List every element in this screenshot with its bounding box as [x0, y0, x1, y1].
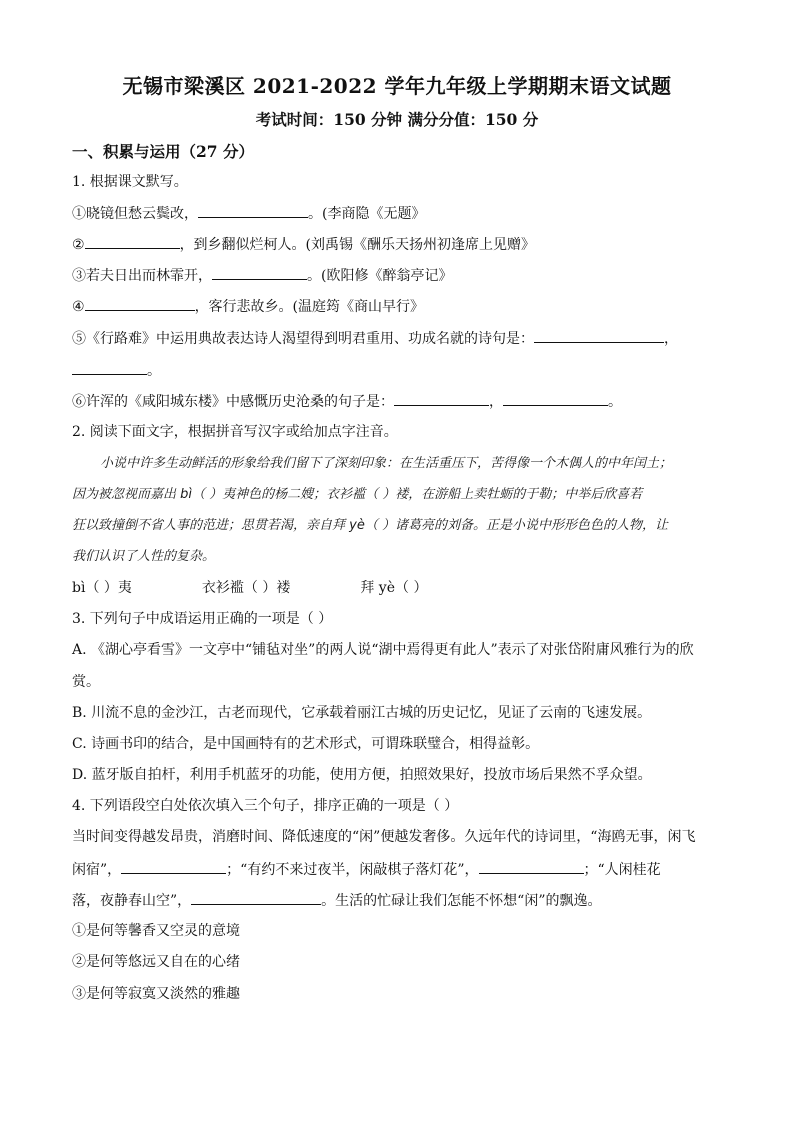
answer-blank[interactable] [85, 234, 180, 249]
q1-item-6-comma: ， [489, 394, 503, 410]
q1-item-4-prefix: ④ [72, 299, 85, 315]
q3-stem: 3. 下列句子中成语运用正确的一项是（ ） [72, 611, 333, 627]
answer-blank[interactable] [72, 360, 147, 375]
q4-text-line-3 [72, 890, 602, 911]
q3-option-a[interactable]: A. 《湖心亭看雪》一文亭中“铺毡对坐”的两人说“湖中焉得更有此人”表示了对张岱附庸风雅行为的欣 [72, 642, 694, 658]
q4-text-3a: 落，夜静春山空”， [72, 893, 192, 909]
answer-blank[interactable] [534, 328, 664, 343]
q4-option-1: ①是何等馨香又空灵的意境 [72, 923, 240, 939]
q4-option-3: ③是何等寂寞又淡然的雅趣 [72, 986, 240, 1002]
answer-blank[interactable] [479, 859, 584, 874]
q1-item-5 [72, 328, 678, 349]
q1-item-1-prefix: ①晓镜但愁云鬓改， [72, 206, 198, 222]
q1-item-5-end: 。 [147, 363, 161, 379]
page-title: 无锡市梁溪区 2021-2022 学年九年级上学期期末语文试题 [122, 74, 672, 98]
q1-stem: 1. 根据课文默写。 [72, 174, 188, 190]
answer-blank[interactable] [121, 859, 226, 874]
q1-item-6 [72, 391, 622, 412]
answer-blank[interactable] [394, 391, 489, 406]
q2-answer-row [72, 578, 427, 598]
q4-option-2: ②是何等悠远又自在的心绪 [72, 954, 240, 970]
exam-time-info: 考试时间：150 分钟 满分分值：150 分 [255, 110, 539, 129]
q2-stem: 2. 阅读下面文字，根据拼音写汉字或给加点字注音。 [72, 424, 398, 440]
q2-answer-2[interactable]: 衣衫褴（ ）褛 [201, 580, 291, 596]
q3-option-c[interactable]: C. 诗画书印的结合，是中国画特有的艺术形式，可谓珠联璧合，相得益彰。 [72, 736, 540, 752]
q2-passage-line-2: 因为被忽视而嘉出 bì（ ）夷神色的杨二嫂；衣衫褴（ ）褛，在游船上卖牡蛎的于勒；中举后欣喜若 [72, 487, 643, 502]
answer-blank[interactable] [198, 203, 308, 218]
q2-passage-line-3: 狂以致撞倒不省人事的范进；思贯若渴，亲自拜 yè（ ）诸葛亮的刘备。正是小说中形形色色的人物，让 [72, 518, 668, 533]
q3-option-a-cont: 赏。 [72, 674, 100, 690]
q1-item-5-cont [72, 360, 161, 381]
q1-item-2-prefix: ② [72, 237, 85, 253]
q2-answer-3[interactable]: 拜 yè（ ） [360, 580, 428, 596]
q4-stem: 4. 下列语段空白处依次填入三个句子，排序正确的一项是（ ） [72, 798, 459, 814]
answer-blank[interactable] [212, 265, 307, 280]
answer-blank[interactable] [85, 296, 195, 311]
q3-option-b[interactable]: B. 川流不息的金沙江，古老而现代，它承载着丽江古城的历史记忆，见证了云南的飞速发展。 [72, 705, 652, 721]
q1-item-3-prefix: ③若夫日出而林霏开， [72, 268, 212, 284]
q4-text-line-1: 当时间变得越发昂贵，消磨时间、降低速度的“闲”便越发奢侈。久远年代的诗词里，“海鸥无事，闲飞 [72, 829, 696, 845]
answer-blank[interactable] [503, 391, 608, 406]
q1-item-6-prefix: ⑥许浑的《咸阳城东楼》中感慨历史沧桑的句子是： [72, 394, 394, 410]
q3-option-d[interactable]: D. 蓝牙版自拍杆，利用手机蓝牙的功能，使用方便，拍照效果好，投放市场后果然不孚众望。 [72, 767, 652, 783]
section-heading: 一、积累与运用（27 分） [72, 142, 254, 161]
q4-text-line-2 [72, 859, 661, 880]
q1-item-4 [72, 296, 424, 317]
q1-item-1-suffix: 。(李商隐《无题》 [308, 206, 426, 222]
q2-passage-line-4: 我们认识了人性的复杂。 [72, 549, 216, 564]
q2-answer-1[interactable]: bì（ ）夷 [72, 580, 132, 596]
q1-item-2 [72, 234, 535, 255]
q1-item-5-prefix: ⑤《行路难》中运用典故表达诗人渴望得到明君重用、功成名就的诗句是： [72, 331, 534, 347]
q1-item-4-suffix: ，客行悲故乡。(温庭筠《商山早行》 [194, 299, 425, 315]
q4-text-3b: 。生活的忙碌让我们怎能不怀想“闲”的飘逸。 [321, 893, 602, 909]
q4-text-2a: 闲宿”， [72, 862, 122, 878]
q1-item-6-end: 。 [608, 394, 622, 410]
q1-item-3-suffix: 。(欧阳修《醉翁亭记》 [307, 268, 453, 284]
q4-text-2b: ；“有约不来过夜半，闲敲棋子落灯花”， [226, 862, 479, 878]
q1-item-1 [72, 203, 425, 224]
q1-item-3 [72, 265, 452, 286]
q1-item-5-comma: ， [664, 331, 678, 347]
q4-text-2c: ；“人闲桂花 [583, 862, 661, 878]
q2-passage-line-1: 小说中许多生动鲜活的形象给我们留下了深刻印象：在生活重压下，苦得像一个木偶人的中年闰土； [100, 456, 673, 471]
q1-item-2-suffix: ，到乡翻似烂柯人。(刘禹锡《酬乐天扬州初逢席上见赠》 [179, 237, 536, 253]
answer-blank[interactable] [191, 890, 321, 905]
